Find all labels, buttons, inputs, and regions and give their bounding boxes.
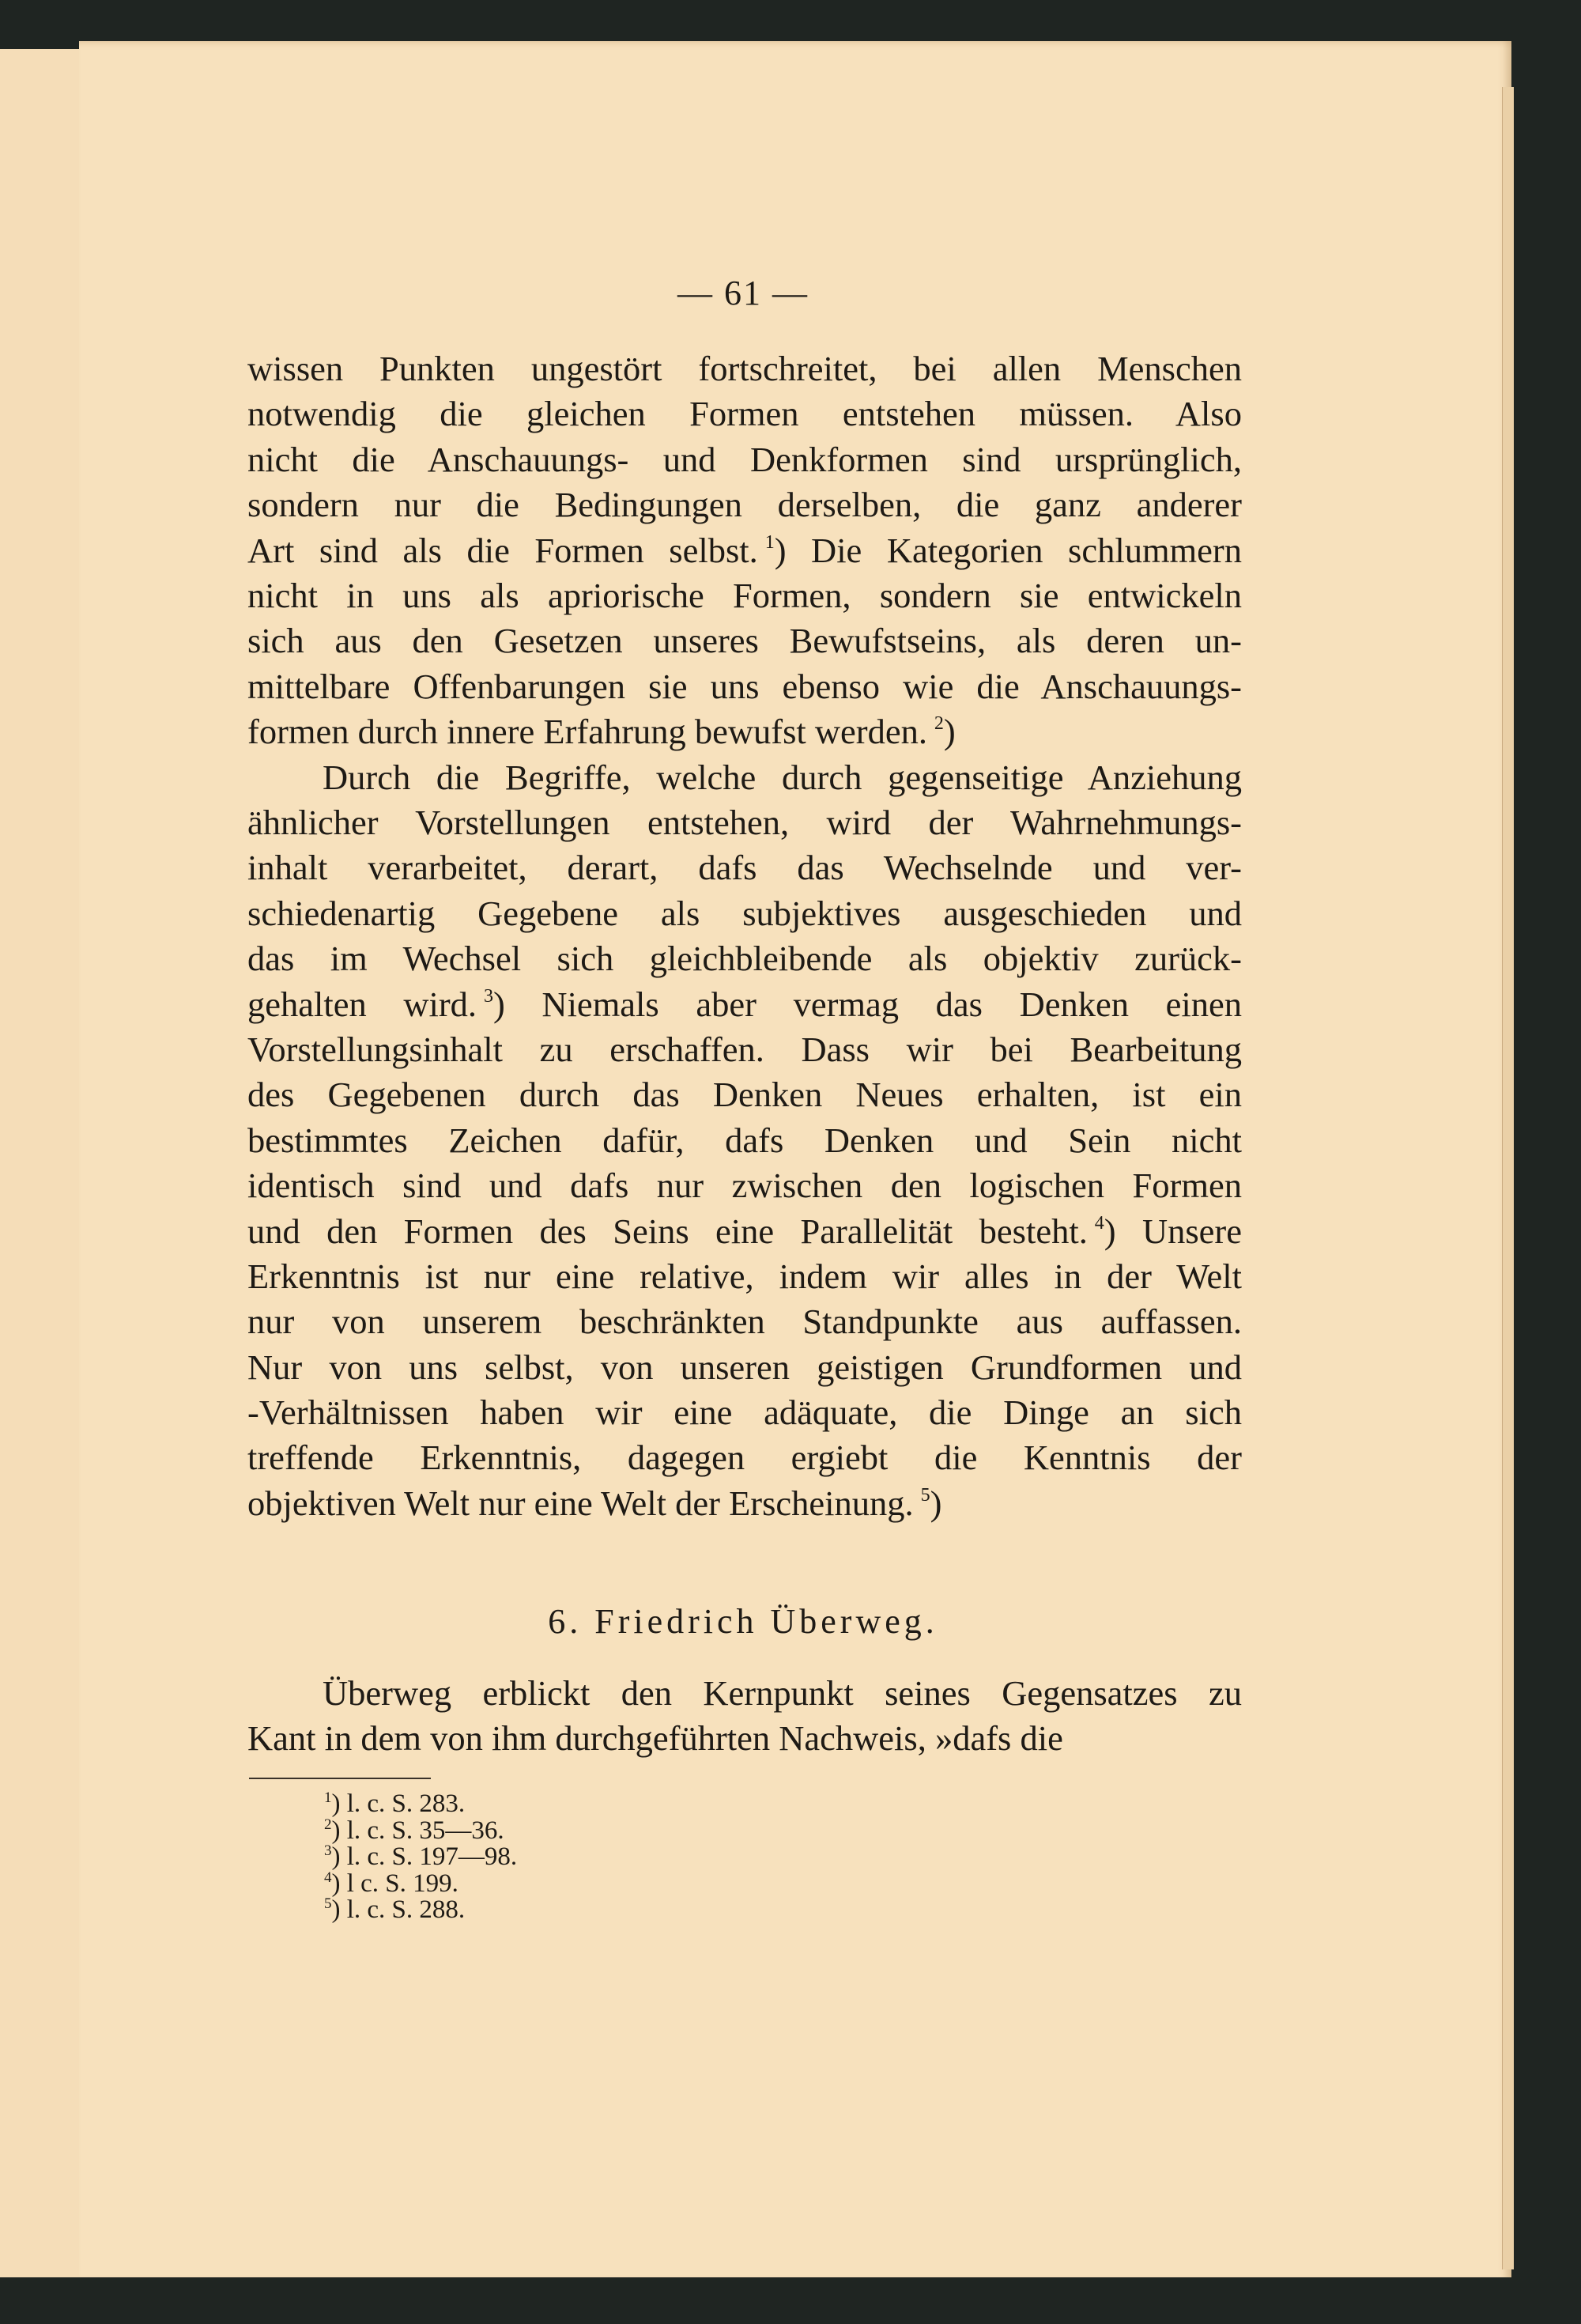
line-text: Überweg erblickt den Kernpunkt seines Gegensatzes zu xyxy=(323,1673,1242,1713)
footnote-ref[interactable]: 2 xyxy=(934,713,944,735)
text-line xyxy=(247,755,1242,800)
line-text-after: ) xyxy=(943,712,956,752)
line-text: und den Formen des Seins eine Parallelität besteht. xyxy=(247,1211,1088,1251)
line-text: Durch die Begriffe, welche durch gegenseitige Anziehung xyxy=(323,757,1242,797)
line-text: Nur von uns selbst, von unseren geistigen Grundformen und xyxy=(247,1347,1242,1387)
text-line xyxy=(247,936,1242,981)
text-line xyxy=(247,800,1242,845)
line-text: nicht in uns als apriorische Formen, sondern sie entwickeln xyxy=(247,575,1242,615)
paragraph-3 xyxy=(247,1671,1242,1762)
paragraph-2 xyxy=(247,755,1242,1527)
line-text: des Gegebenen durch das Denken Neues erhalten, ist ein xyxy=(247,1075,1242,1115)
footnote-item xyxy=(324,1818,517,1845)
line-text: Art sind als die Formen selbst. xyxy=(247,530,758,570)
line-text: identisch sind und dafs nur zwischen den logischen Formen xyxy=(247,1166,1242,1206)
text-line xyxy=(247,1163,1242,1208)
line-text: sich aus den Gesetzen unseres Bewufstseins, als deren un- xyxy=(247,621,1242,661)
line-text: objektiven Welt nur eine Welt der Erscheinung. xyxy=(247,1483,914,1523)
line-text-after: ) Unsere xyxy=(1104,1211,1242,1251)
footnote-text: ) l. c. S. 283. xyxy=(331,1789,466,1818)
line-text: Erkenntnis ist nur eine relative, indem wir alles in der Welt xyxy=(247,1256,1242,1296)
facing-page-edge xyxy=(0,49,81,2277)
footnote-text: ) l. c. S. 288. xyxy=(331,1895,466,1924)
footnote-ref[interactable]: 3 xyxy=(483,985,493,1007)
text-line xyxy=(247,1072,1242,1117)
footnote-item xyxy=(324,1791,517,1818)
text-line xyxy=(247,1345,1242,1390)
text-line xyxy=(247,1716,1242,1761)
line-text: gehalten wird. xyxy=(247,984,477,1024)
page-number: — 61 — xyxy=(677,274,809,312)
text-line xyxy=(247,709,1242,754)
page-stack-edge xyxy=(1502,87,1514,2269)
footnote-ref[interactable]: 5 xyxy=(920,1484,930,1506)
footnote-item xyxy=(324,1871,517,1898)
text-line xyxy=(247,982,1242,1027)
text-line xyxy=(247,482,1242,527)
line-text: treffende Erkenntnis, dagegen ergiebt die Kenntnis der xyxy=(247,1438,1242,1478)
footnotes xyxy=(324,1791,517,1924)
text-line xyxy=(247,1209,1242,1254)
footnote-mark: 5 xyxy=(324,1895,332,1912)
line-text: wissen Punkten ungestört fortschreitet, bei allen Menschen xyxy=(247,349,1242,388)
line-text: notwendig die gleichen Formen entstehen müssen. Also xyxy=(247,394,1242,434)
line-text-after: ) Niemals aber vermag das Denken einen xyxy=(492,984,1242,1024)
line-text: inhalt verarbeitet, derart, dafs das Wechselnde und ver- xyxy=(247,848,1242,888)
text-line xyxy=(247,573,1242,618)
footnote-text: ) l c. S. 199. xyxy=(331,1869,458,1898)
text-line xyxy=(247,1299,1242,1344)
line-text: nicht die Anschauungs- und Denkformen sind ursprünglich, xyxy=(247,439,1242,479)
footnote-item xyxy=(324,1844,517,1871)
text-line xyxy=(247,391,1242,436)
line-text: mittelbare Offenbarungen sie uns ebenso wie die Anschauungs- xyxy=(247,666,1242,706)
text-line xyxy=(247,437,1242,482)
text-line xyxy=(247,845,1242,890)
text-line xyxy=(247,1390,1242,1435)
line-text: nur von unserem beschränkten Standpunkte aus auffassen. xyxy=(247,1302,1242,1342)
text-line xyxy=(247,1435,1242,1480)
text-line xyxy=(247,1027,1242,1072)
text-line xyxy=(247,664,1242,709)
footnote-ref[interactable]: 1 xyxy=(764,531,775,553)
line-text: -Verhältnissen haben wir eine adäquate, die Dinge an sich xyxy=(247,1393,1242,1433)
footnote-ref[interactable]: 4 xyxy=(1094,1212,1104,1234)
text-line xyxy=(247,618,1242,663)
line-text: Kant in dem von ihm durchgeführten Nachweis, »dafs die xyxy=(247,1718,1063,1759)
text-line xyxy=(247,346,1242,391)
line-text: schiedenartig Gegebene als subjektives ausgeschieden und xyxy=(247,893,1242,933)
footnote-mark: 3 xyxy=(324,1842,332,1859)
text-line xyxy=(247,1481,1242,1526)
footnote-item xyxy=(324,1897,517,1924)
line-text: das im Wechsel sich gleichbleibende als objektiv zurück- xyxy=(247,939,1242,979)
footnote-text: ) l. c. S. 35—36. xyxy=(331,1816,504,1845)
line-text-after: ) Die Kategorien schlummern xyxy=(774,530,1242,570)
footnote-text: ) l. c. S. 197—98. xyxy=(331,1842,518,1871)
text-line xyxy=(247,1671,1242,1716)
text-line xyxy=(247,1254,1242,1299)
line-text: Vorstellungsinhalt zu erschaffen. Dass wir bei Bearbeitung xyxy=(247,1029,1242,1069)
paragraph-1 xyxy=(247,346,1242,755)
footnote-separator xyxy=(249,1778,431,1779)
footnote-mark: 4 xyxy=(324,1869,332,1886)
line-text: bestimmtes Zeichen dafür, dafs Denken und Sein nicht xyxy=(247,1120,1242,1160)
footnote-mark: 2 xyxy=(324,1816,332,1833)
line-text: sondern nur die Bedingungen derselben, die ganz anderer xyxy=(247,485,1242,525)
text-line xyxy=(247,891,1242,936)
line-text-after: ) xyxy=(930,1483,942,1523)
text-line xyxy=(247,1118,1242,1163)
text-line xyxy=(247,528,1242,573)
footnote-mark: 1 xyxy=(324,1789,332,1806)
line-text: formen durch innere Erfahrung bewufst werden. xyxy=(247,712,927,752)
section-heading: 6. Friedrich Überweg. xyxy=(548,1602,938,1641)
line-text: ähnlicher Vorstellungen entstehen, wird der Wahrnehmungs- xyxy=(247,802,1242,842)
